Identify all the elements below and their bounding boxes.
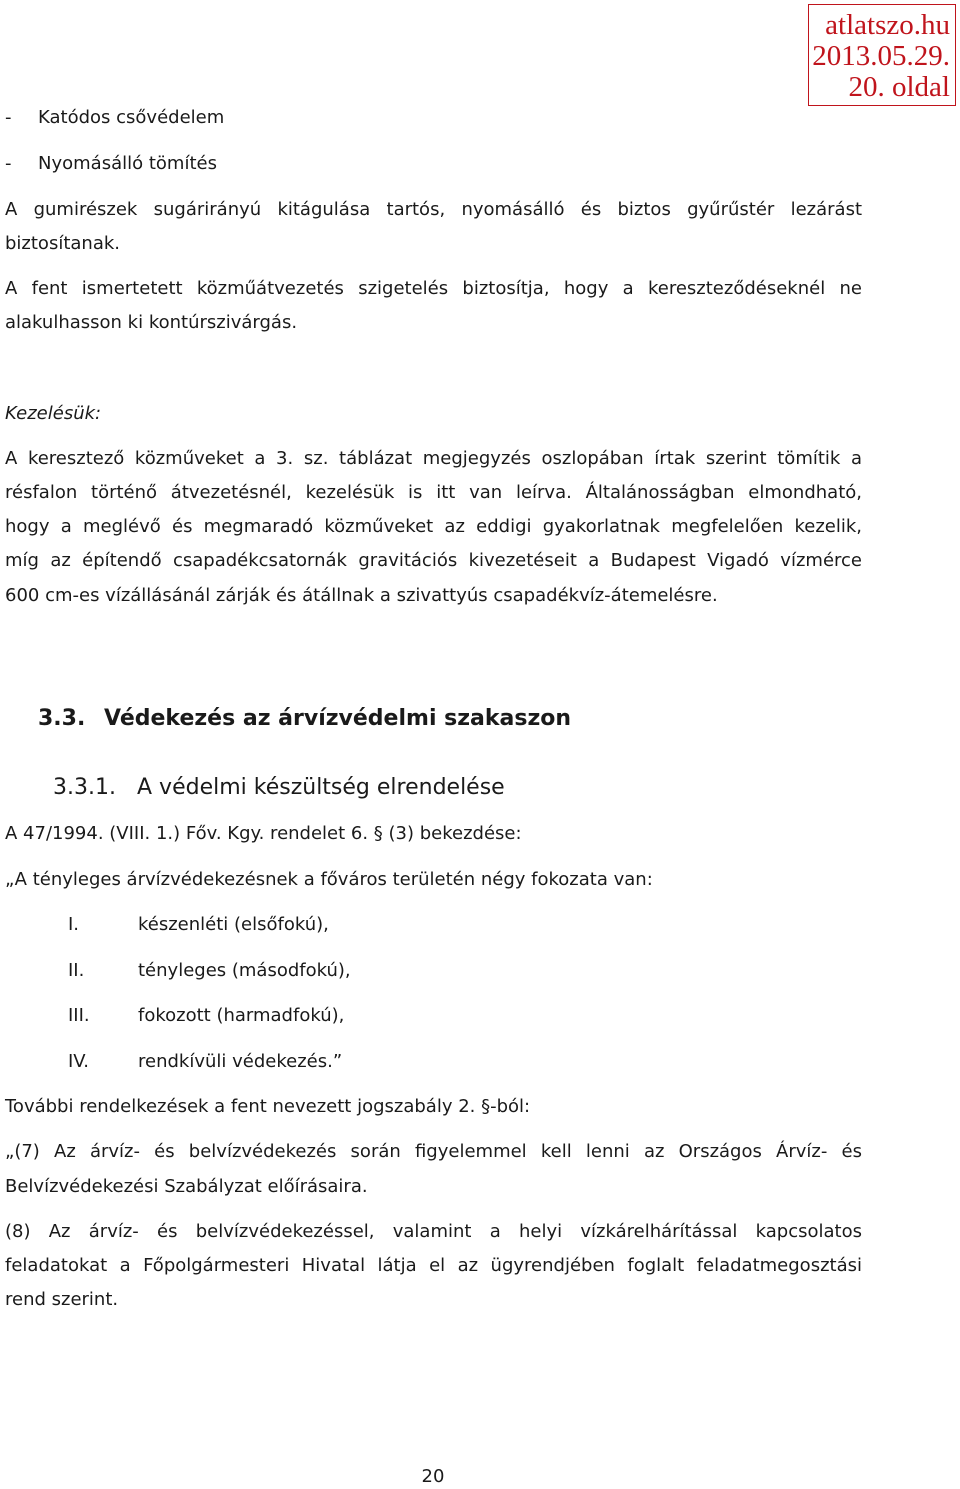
page-number: 20 — [421, 1466, 445, 1487]
bullet-item-cathodic-protection: Katódos csővédelem — [38, 107, 225, 128]
further-provisions: További rendelkezések a fent nevezett jogszabály 2. §-ból: — [5, 1096, 531, 1117]
paragraph-line: alakulhasson ki kontúrszivárgás. — [5, 312, 298, 333]
level-item: rendkívüli védekezés.” — [138, 1051, 343, 1072]
section-title: Védekezés az árvízvédelmi szakaszon — [104, 706, 572, 731]
subsection-number: 3.3.1. — [53, 775, 116, 800]
stamp-site: atlatszo.hu — [825, 9, 950, 41]
level-number: IV. — [68, 1051, 90, 1072]
regulation-reference: A 47/1994. (VIII. 1.) Főv. Kgy. rendelet 6. § (3) bekezdése: — [5, 823, 522, 844]
subheading-kezelesuk: Kezelésük: — [5, 403, 102, 424]
paragraph-line: A gumirészek sugárirányú kitágulása tartós, nyomásálló és biztos gyűrűstér lezárást — [5, 199, 862, 220]
paragraph-line: (8) Az árvíz- és belvízvédekezéssel, valamint a helyi vízkárelhárítással kapcsolatos — [5, 1221, 862, 1242]
paragraph-line: biztosítanak. — [5, 233, 120, 254]
level-item: készenléti (elsőfokú), — [138, 914, 329, 935]
subsection-heading — [53, 774, 505, 802]
paragraph-line: A fent ismertetett közműátvezetés szigetelés biztosítja, hogy a kereszteződéseknél ne — [5, 278, 862, 299]
paragraph-line: Belvízvédekezési Szabályzat előírásaira. — [5, 1176, 368, 1197]
paragraph-line: rend szerint. — [5, 1289, 119, 1310]
paragraph-line: míg az építendő csapadékcsatornák gravitációs kivezetéseit a Budapest Vigadó vízmérce — [5, 550, 862, 571]
paragraph-line: A keresztező közműveket a 3. sz. táblázat megjegyzés oszlopában írtak szerint tömítik a — [5, 448, 862, 469]
section-heading — [38, 705, 571, 733]
paragraph-line: résfalon történő átvezetésnél, kezelésük is itt van leírva. Általánosságban elmondható, — [5, 482, 862, 503]
level-number: III. — [68, 1005, 90, 1026]
level-item: fokozott (harmadfokú), — [138, 1005, 345, 1026]
stamp-date: 2013.05.29. — [812, 40, 950, 72]
paragraph-line: „(7) Az árvíz- és belvízvédekezés során figyelemmel kell lenni az Országos Árvíz- és — [5, 1141, 862, 1162]
level-item: tényleges (másodfokú), — [138, 960, 351, 981]
stamp-page: 20. oldal — [848, 71, 950, 103]
paragraph-line: 600 cm-es vízállásánál zárják és átállnak a szivattyús csapadékvíz-átemelésre. — [5, 585, 718, 606]
subsection-title: A védelmi készültség elrendelése — [137, 775, 505, 800]
source-stamp — [808, 4, 956, 106]
section-number: 3.3. — [38, 706, 86, 731]
quote-intro: „A tényleges árvízvédekezésnek a főváros területén négy fokozata van: — [5, 869, 653, 890]
level-number: I. — [68, 914, 80, 935]
bullet-item-pressure-seal: Nyomásálló tömítés — [38, 153, 217, 174]
bullet-dash: - — [5, 107, 12, 128]
paragraph-line: feladatokat a Főpolgármesteri Hivatal látja el az ügyrendjében foglalt feladatmegosztási — [5, 1255, 862, 1276]
paragraph-line: hogy a meglévő és megmaradó közműveket az eddigi gyakorlatnak megfelelően kezelik, — [5, 516, 862, 537]
bullet-dash: - — [5, 153, 12, 174]
level-number: II. — [68, 960, 85, 981]
